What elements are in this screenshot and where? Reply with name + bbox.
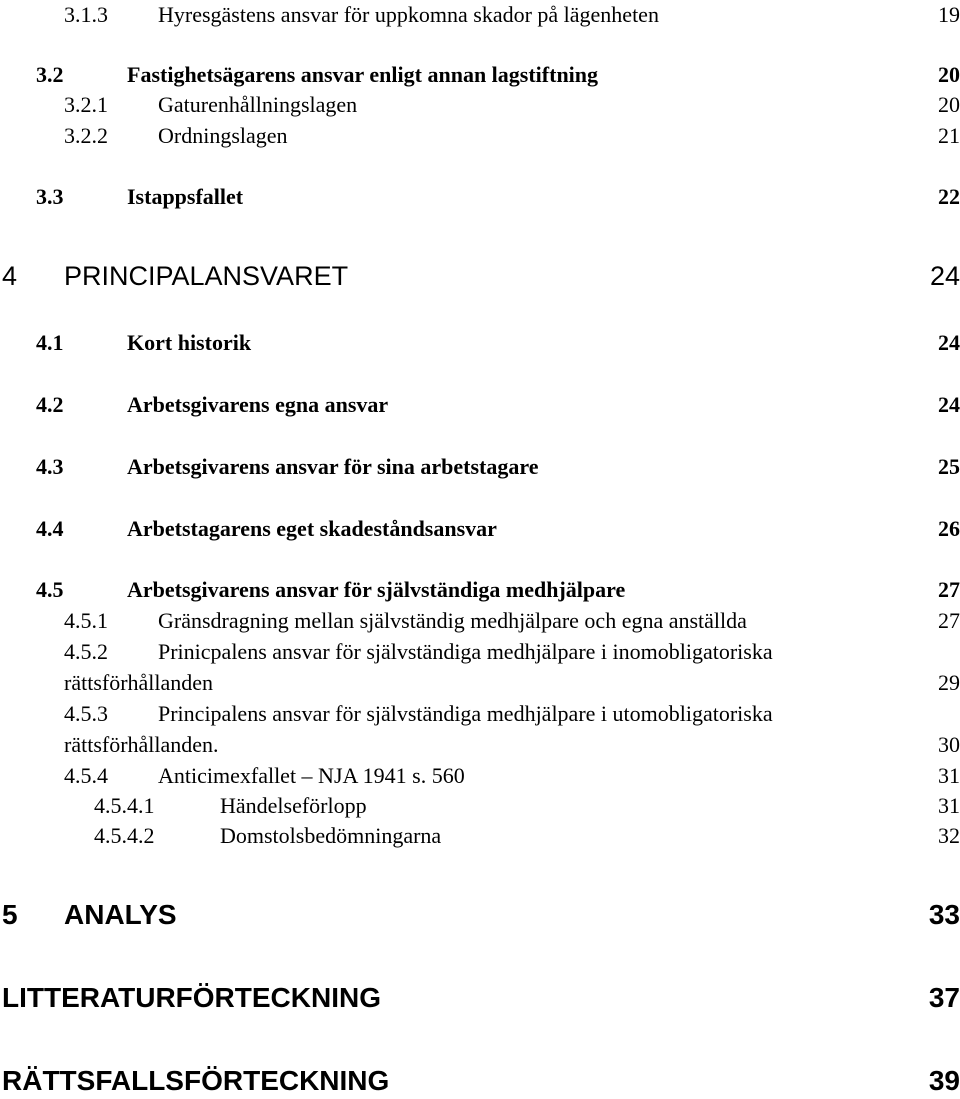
- toc-entry-page: 39: [928, 1065, 960, 1096]
- toc-entry-title: Kort historik: [127, 330, 252, 355]
- toc-entry-number: 3.1.3: [64, 2, 108, 27]
- toc-entry-page: 37: [928, 982, 960, 1013]
- toc-entry-page: 19: [938, 2, 960, 27]
- toc-entry-number: 3.2: [36, 62, 64, 87]
- toc-entry-title: Händelseförlopp: [220, 793, 367, 818]
- toc-entry: [0, 121, 960, 151]
- toc-entry: [0, 60, 960, 90]
- toc-entry-page: 31: [938, 763, 960, 788]
- toc-entry-number: 4.2: [36, 392, 64, 417]
- toc-entry-page: 24: [938, 330, 960, 355]
- toc-entry-title: Principalens ansvar för självständiga medhjälpare i utomobligatoriska: [158, 701, 773, 726]
- toc-entry-page: 30: [938, 732, 960, 757]
- toc-entry-title: Arbetsgivarens ansvar för självständiga medhjälpare: [127, 577, 626, 602]
- toc-entry: [0, 606, 960, 636]
- toc-entry-number: 4.5.3: [64, 701, 108, 726]
- toc-entry-number: 4.5: [36, 577, 64, 602]
- toc-entry: [0, 182, 960, 212]
- toc-chapter-entry: [0, 980, 960, 1016]
- toc-entry-page: 21: [938, 123, 960, 148]
- toc-entry-title: Ordningslagen: [158, 123, 288, 148]
- toc-entry-page: 24: [929, 261, 960, 291]
- toc-entry-title-continuation: rättsförhållanden: [64, 670, 214, 695]
- toc-entry-page: 25: [938, 454, 960, 479]
- toc-entry: [0, 514, 960, 544]
- toc-entry: [0, 791, 960, 821]
- toc-entry-page: 20: [938, 92, 960, 117]
- toc-entry-number: 4.4: [36, 516, 64, 541]
- toc-entry-title: PRINCIPALANSVARET: [64, 261, 349, 291]
- toc-entry-number: 4.3: [36, 454, 64, 479]
- toc-entry: [0, 328, 960, 358]
- toc-entry-page: 24: [938, 392, 960, 417]
- toc-entry-page: 27: [938, 608, 960, 633]
- toc-entry: [0, 452, 960, 482]
- toc-entry-title: Hyresgästens ansvar för uppkomna skador på lägenheten: [158, 2, 659, 27]
- toc-entry: [0, 699, 960, 761]
- toc-entry-title: Gaturenhållningslagen: [158, 92, 358, 117]
- toc-entry-title: Arbetsgivarens ansvar för sina arbetstagare: [127, 454, 539, 479]
- toc-entry-number: 4.5.1: [64, 608, 108, 633]
- toc-entry-page: 26: [938, 516, 960, 541]
- toc-entry: [0, 575, 960, 605]
- toc-entry: [0, 90, 960, 120]
- toc-chapter-entry: [0, 259, 960, 293]
- toc-entry-title: Prinicpalens ansvar för självständiga medhjälpare i inomobligatoriska: [158, 639, 773, 664]
- toc-entry-title: LITTERATURFÖRTECKNING: [2, 982, 381, 1013]
- toc-entry-number: 5: [2, 899, 18, 930]
- toc-entry-page: 27: [938, 577, 960, 602]
- toc-entry-page: 29: [938, 670, 960, 695]
- toc-entry: [0, 761, 960, 791]
- toc-chapter-entry: [0, 1063, 960, 1099]
- toc-entry-title: RÄTTSFALLSFÖRTECKNING: [2, 1065, 390, 1096]
- toc-entry-number: 4.5.4.1: [94, 793, 155, 818]
- toc-entry-page: 22: [938, 184, 960, 209]
- toc-entry-number: 3.2.2: [64, 123, 108, 148]
- toc-entry-number: 4.5.4: [64, 763, 108, 788]
- toc-entry-title: Arbetstagarens eget skadeståndsansvar: [127, 516, 497, 541]
- toc-entry-title: Anticimexfallet – NJA 1941 s. 560: [158, 763, 465, 788]
- toc-entry-page: 20: [938, 62, 960, 87]
- toc-entry-number: 3.3: [36, 184, 64, 209]
- toc-entry-title: Fastighetsägarens ansvar enligt annan lagstiftning: [127, 62, 599, 87]
- toc-entry-title: Domstolsbedömningarna: [220, 823, 442, 848]
- toc-entry-number: 4.5.2: [64, 639, 108, 664]
- toc-entry-page: 32: [938, 823, 960, 848]
- toc-chapter-entry: [0, 897, 960, 933]
- toc-entry-title: ANALYS: [64, 899, 177, 930]
- toc-entry: [0, 0, 960, 30]
- toc-entry-title: Gränsdragning mellan självständig medhjälpare och egna anställda: [158, 608, 747, 633]
- toc-entry-title-continuation: rättsförhållanden.: [64, 732, 219, 757]
- toc-entry-title: Istappsfallet: [127, 184, 244, 209]
- toc-entry-page: 31: [938, 793, 960, 818]
- toc-entry-number: 4.5.4.2: [94, 823, 155, 848]
- toc-entry: [0, 821, 960, 851]
- toc-entry-title: Arbetsgivarens egna ansvar: [127, 392, 389, 417]
- toc-entry-number: 4.1: [36, 330, 64, 355]
- toc-entry: [0, 390, 960, 420]
- toc-entry-page: 33: [928, 899, 960, 930]
- toc-entry-number: 4: [2, 261, 18, 291]
- toc-entry: [0, 637, 960, 699]
- toc-entry-number: 3.2.1: [64, 92, 108, 117]
